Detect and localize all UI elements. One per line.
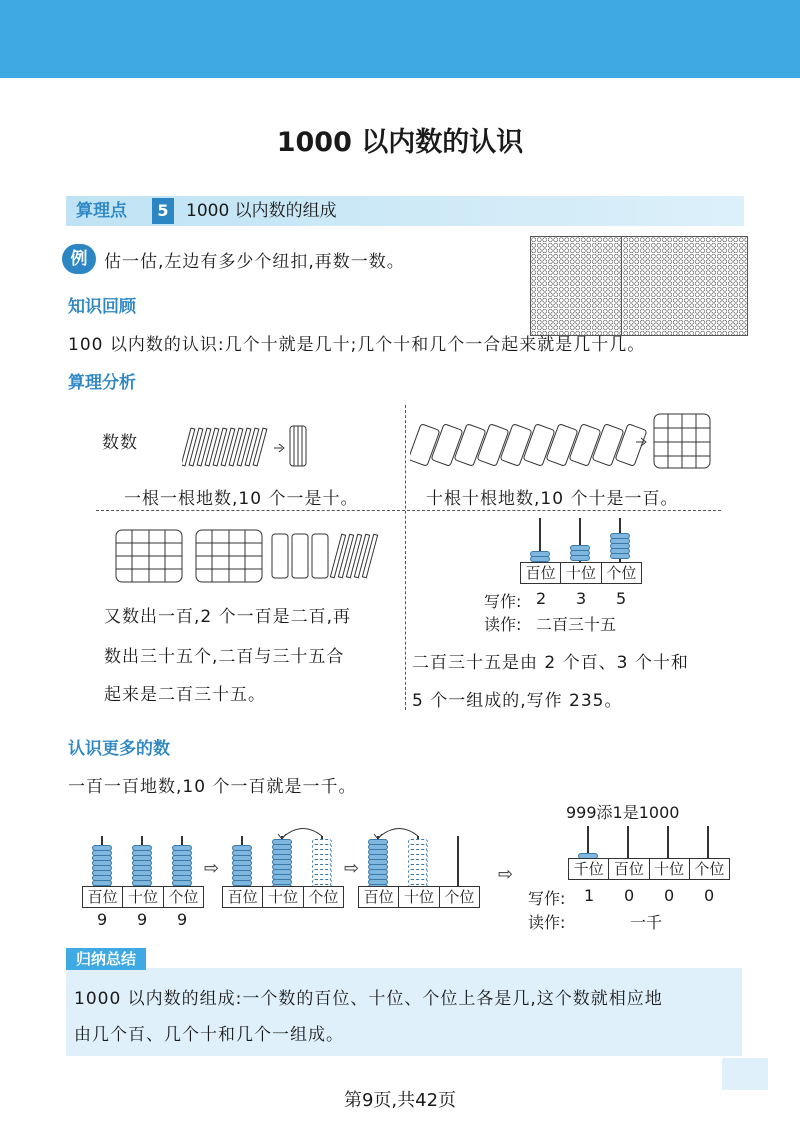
- write-label: 写作:: [484, 592, 522, 611]
- arrow-right-icon: ⇨: [344, 858, 360, 879]
- place-thousands: 千位: [569, 859, 609, 879]
- digit-ones: 5: [616, 589, 627, 608]
- abacus-999-c: [358, 836, 478, 888]
- place-tens: 十位: [123, 887, 163, 907]
- review-heading: 知识回顾: [68, 297, 136, 317]
- digit-1000-ones: 0: [704, 886, 715, 905]
- section-title: 1000 以内数的组成: [186, 201, 337, 221]
- arrow-right-icon: ⇨: [204, 858, 220, 879]
- place-hundreds: 百位: [359, 887, 399, 907]
- digit-9-hundreds: 9: [97, 910, 108, 929]
- digit-hundreds: 2: [536, 589, 547, 608]
- page-title: 1000 以内数的认识: [276, 127, 524, 158]
- place-value-row-999: [82, 886, 204, 908]
- digit-tens: 3: [576, 589, 587, 608]
- place-value-row-c: [358, 886, 480, 908]
- review-text: 100 以内数的认识:几个十就是几十;几个十和几个一合起来就是几十几。: [68, 335, 646, 355]
- place-tens: 十位: [561, 563, 601, 583]
- read-label-1000: 读作:: [528, 913, 566, 932]
- q2-caption: 十根十根地数,10 个十是一百。: [426, 489, 679, 509]
- place-tens: 十位: [399, 887, 439, 907]
- more-heading: 认识更多的数: [68, 739, 170, 759]
- place-value-row-235: [520, 562, 642, 584]
- place-tens: 十位: [263, 887, 303, 907]
- analysis-heading: 算理分析: [68, 373, 136, 393]
- place-hundreds: 百位: [83, 887, 123, 907]
- section-tag: 算理点: [76, 201, 127, 221]
- place-ones: 个位: [168, 888, 199, 906]
- sticks-illustration: [182, 420, 312, 470]
- place-ones: 个位: [606, 564, 637, 582]
- q3-line-2: 数出三十五个,二百与三十五合: [104, 647, 345, 667]
- quadrant-divider-vertical: [405, 405, 406, 710]
- quadrant-divider-horizontal: [96, 510, 721, 511]
- q4-line-1: 二百三十五是由 2 个百、3 个十和: [412, 653, 689, 673]
- arrow-right-icon: ⇨: [498, 864, 514, 885]
- write-label-1000: 写作:: [528, 889, 566, 908]
- button-grid-rest: [623, 237, 747, 335]
- place-value-row-1000: [568, 858, 730, 880]
- top-banner: [0, 0, 800, 78]
- abacus-999-a: [82, 836, 202, 888]
- abacus-235: [520, 518, 640, 564]
- place-hundreds: 百位: [609, 859, 649, 879]
- summary-line-1: 1000 以内数的组成:一个数的百位、十位、个位上各是几,这个数就相应地: [74, 989, 663, 1009]
- digit-1000-tens: 0: [664, 886, 675, 905]
- example-text: 估一估,左边有多少个纽扣,再数一数。: [104, 252, 405, 272]
- example-badge: 例: [62, 244, 96, 274]
- place-value-row-b: [222, 886, 344, 908]
- hundreds-tens-ones-illustration: [112, 522, 382, 588]
- place-ones: 个位: [444, 888, 475, 906]
- summary-tag: 归纳总结: [66, 948, 146, 970]
- summary-line-2: 由几个百、几个十和几个一组成。: [74, 1025, 344, 1045]
- place-ones: 个位: [308, 888, 339, 906]
- q3-line-3: 起来是二百三十五。: [104, 685, 266, 705]
- place-ones: 个位: [694, 860, 725, 878]
- bundles-illustration: [410, 408, 720, 474]
- abacus-999-b: [222, 836, 342, 888]
- page-footer: 第9页,共42页: [343, 1090, 457, 1111]
- button-grid-100: [531, 237, 622, 335]
- q1-caption: 一根一根地数,10 个一是十。: [124, 489, 359, 509]
- digit-1000-hundreds: 0: [624, 886, 635, 905]
- read-value-1000: 一千: [630, 913, 663, 932]
- buttons-image: [530, 236, 748, 336]
- place-hundreds: 百位: [521, 563, 561, 583]
- note-999: 999添1是1000: [566, 803, 680, 822]
- read-label: 读作:: [484, 615, 522, 634]
- abacus-1000: [568, 826, 728, 860]
- place-tens: 十位: [650, 859, 690, 879]
- more-text: 一百一百地数,10 个一百就是一千。: [68, 777, 357, 797]
- place-hundreds: 百位: [223, 887, 263, 907]
- q4-line-2: 5 个一组成的,写作 235。: [412, 691, 623, 711]
- digit-1000-thousands: 1: [584, 886, 595, 905]
- section-number: 5: [152, 198, 174, 224]
- count-label: 数数: [102, 433, 138, 453]
- digit-9-ones: 9: [177, 910, 188, 929]
- q3-line-1: 又数出一百,2 个一百是二百,再: [104, 607, 352, 627]
- read-value: 二百三十五: [536, 615, 617, 634]
- digit-9-tens: 9: [137, 910, 148, 929]
